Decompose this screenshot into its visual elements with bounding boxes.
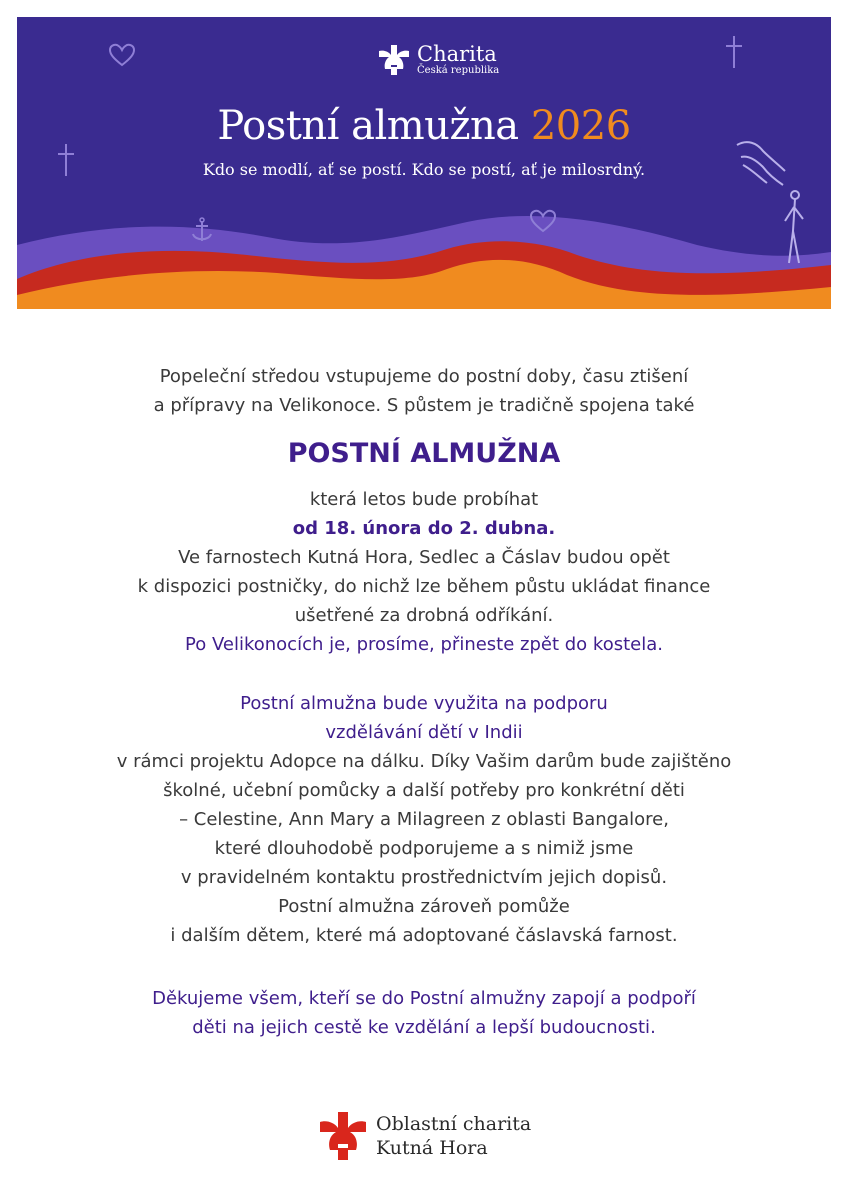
- footer-org-line-1: Oblastní charita: [376, 1113, 532, 1135]
- footer-org-line-2: Kutná Hora: [376, 1137, 488, 1159]
- org-sub: Česká republika: [417, 65, 500, 76]
- footer-logo: [318, 1110, 531, 1162]
- header-banner: [17, 17, 831, 309]
- hand-figure-illustration: [733, 135, 813, 265]
- org-name: Charita: [417, 42, 497, 66]
- purpose-line-1: Postní almužna bude využita na podporu: [240, 693, 608, 714]
- details-line-2: Ve farnostech Kutná Hora, Sedlec a Čáslav budou opět: [178, 547, 670, 568]
- purpose-line-3: v rámci projektu Adopce na dálku. Díky Vašim darům bude zajištěno: [116, 751, 732, 772]
- purpose-line-4: školné, učební pomůcky a další potřeby pro konkrétní děti: [163, 780, 685, 801]
- charita-cross-icon: [377, 43, 411, 77]
- title-year: 2026: [530, 103, 631, 149]
- details-line-4: ušetřené za drobná odříkání.: [294, 605, 554, 626]
- details-line-5: Po Velikonocích je, prosíme, přineste zpět do kostela.: [185, 634, 663, 655]
- section-heading: POSTNÍ ALMUŽNA: [287, 438, 561, 469]
- purpose-line-2: vzdělávání dětí v Indii: [325, 722, 523, 743]
- title-text: Postní almužna: [217, 103, 519, 149]
- intro-line-1: Popeleční středou vstupujeme do postní doby, času ztišení: [159, 366, 689, 387]
- purpose-line-5: – Celestine, Ann Mary a Milagreen z oblasti Bangalore,: [179, 809, 669, 830]
- thanks-line-2: děti na jejich cestě ke vzdělání a lepší budoucnosti.: [192, 1017, 656, 1038]
- purpose-line-8: Postní almužna zároveň pomůže: [278, 896, 570, 917]
- purpose-line-6: které dlouhodobě podporujeme a s nimiž jsme: [214, 838, 634, 859]
- heart-icon: [530, 209, 556, 233]
- page-title: [17, 103, 831, 149]
- anchor-icon: [190, 217, 214, 245]
- cross-icon: [723, 34, 745, 70]
- thanks-line-1: Děkujeme všem, kteří se do Postní almužny zapojí a podpoří: [152, 988, 696, 1009]
- intro-line-2: a přípravy na Velikonoce. S půstem je tradičně spojena také: [153, 395, 695, 416]
- banner-subtitle: Kdo se modlí, ať se postí. Kdo se postí, ať je milosrdný.: [202, 160, 646, 179]
- details-dates: od 18. února do 2. dubna.: [292, 518, 556, 539]
- purpose-line-9: i dalším dětem, které má adoptované čáslavská farnost.: [170, 925, 678, 946]
- charita-logo: [377, 43, 499, 77]
- details-line-3: k dispozici postničky, do nichž lze během půstu ukládat finance: [137, 576, 711, 597]
- charita-cross-icon: [318, 1110, 368, 1162]
- details-line-1: která letos bude probíhat: [309, 489, 539, 510]
- heart-icon: [109, 43, 135, 67]
- main-content: [0, 362, 848, 1042]
- purpose-line-7: v pravidelném kontaktu prostřednictvím jejich dopisů.: [180, 867, 668, 888]
